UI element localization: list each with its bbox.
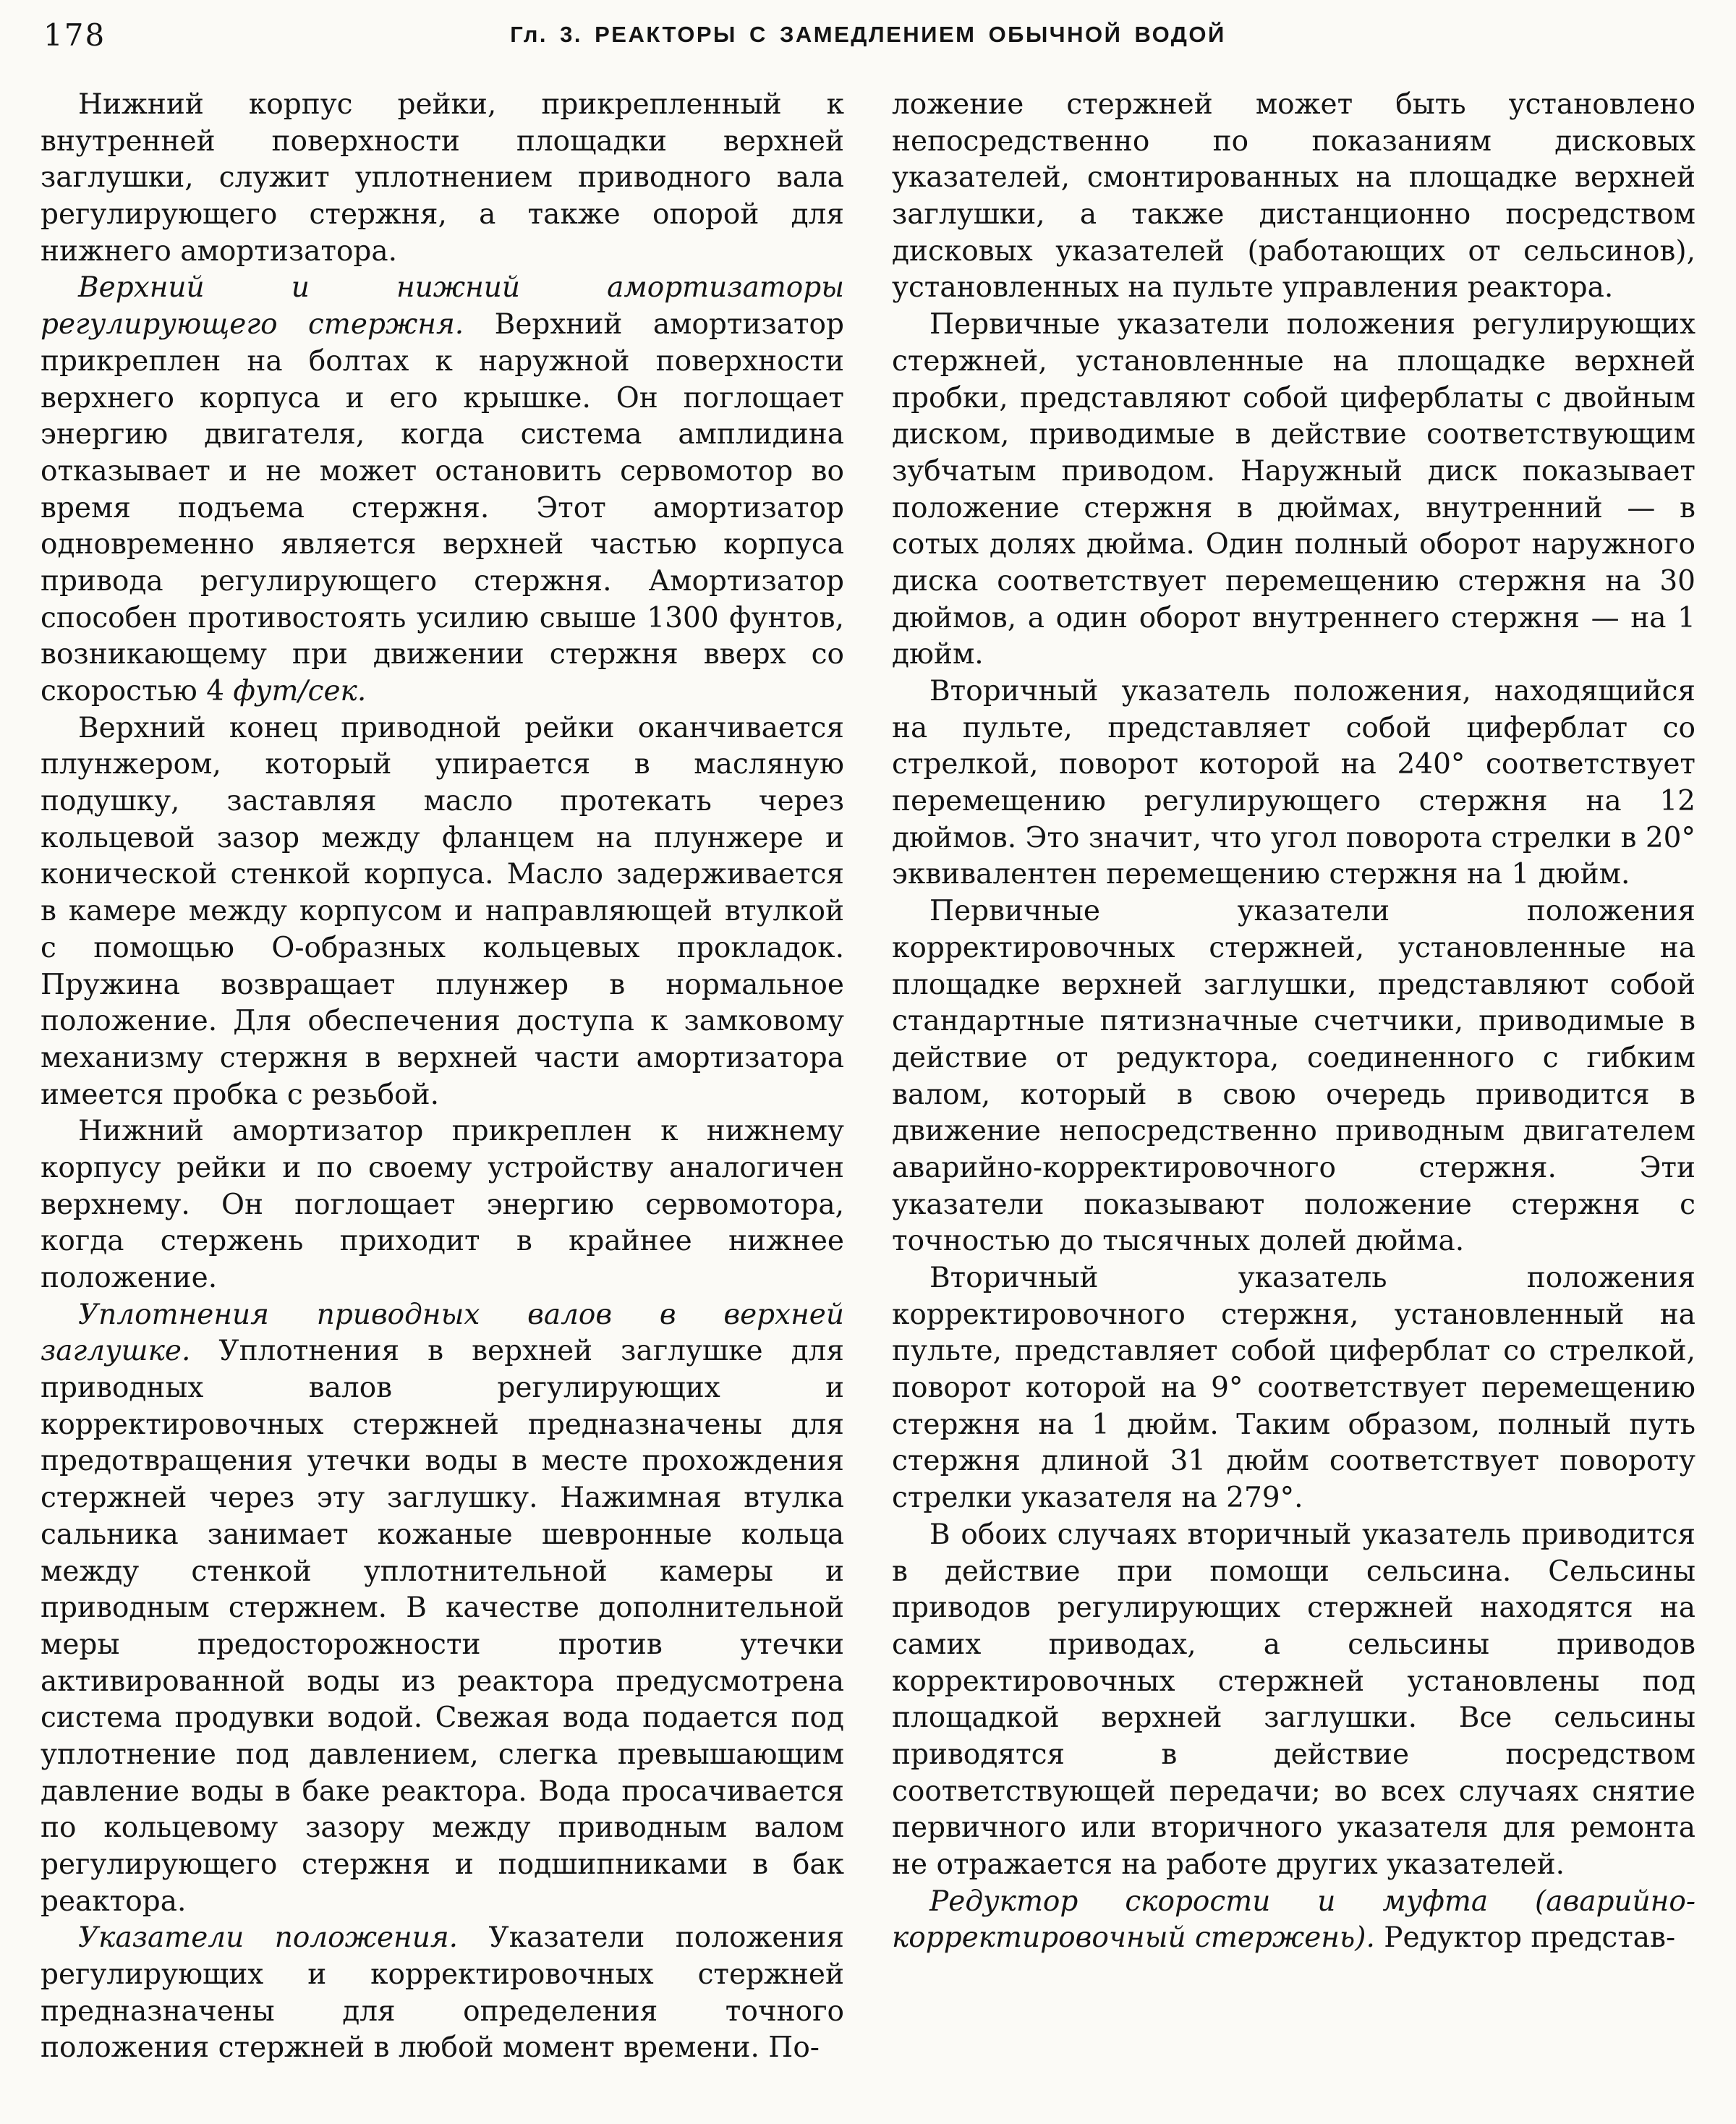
paragraph (41, 1297, 844, 1921)
paragraph-text: Уплотнения в верхней заглушке для приводных валов регулирующих и корректировочных стержней предназначены для предотвращения утечки воды в месте прохождения стержней через эту заглушку. Нажимная втулка сальника занимает кожаные шевронные кольца между стенкой уплотнительной камеры и приводным стержнем. В качестве дополнительной меры предосторожности против утечки активированной воды из реактора предусмотрена система продувки водой. Свежая вода подается под уплотнение под давлением, слегка превышающим давление воды в баке реактора. Вода просачивается по кольцевому зазору между приводным валом регулирующего стержня и подшипниками в бак реактора. (41, 1335, 844, 1918)
paragraph-text: Первичные указатели положения регулирующих стержней, установленные на площадке верхней пробки, представляют собой циферблаты с двойным диском, приводимые в действие соответствующим зубчатым приводом. Наружный диск показывает положение стержня в дюймах, внутренний — в сотых долях дюйма. Один полный оборот наружного диска соответствует перемещению стержня на 30 дюймов, а один оборот внутреннего стержня — на 1 дюйм. (892, 308, 1695, 671)
paragraph-lead-italic: фут/сек. (233, 675, 367, 708)
paragraph (892, 893, 1695, 1260)
paragraph-text: Первичные указатели положения корректировочных стержней, установленные на площадке верхней заглушки, представляют собой стандартные пятизначные счетчики, приводимые в действие от редуктора, соединенного с гибким валом, который в свою очередь приводится в движение непосредственно приводным двигателем аварийно-корректировочного стержня. Эти указатели показывают положение стержня с точностью до тысячных долей дюйма. (892, 895, 1695, 1258)
paragraph (41, 1920, 844, 2067)
paragraph (892, 87, 1695, 307)
text-columns (41, 87, 1695, 2067)
paragraph-text: Вторичный указатель положения корректировочного стержня, установленный на пульте, представляет собой циферблат со стрелкой, поворот которой на 9° соответствует перемещению стержня на 1 дюйм. Таким образом, полный путь стержня длиной 31 дюйм соответствует повороту стрелки указателя на 279°. (892, 1262, 1695, 1515)
paragraph (41, 270, 844, 710)
paragraph (41, 87, 844, 270)
paragraph-lead-italic: Указатели положения. (78, 1921, 459, 1955)
paragraph-text: В обоих случаях вторичный указатель приводится в действие при помощи сельсина. Сельсины приводов регулирующих стержней находятся на самих приводах, а сельсины приводов корректировочных стержней установлены под площадкой верхней заглушки. Все сельсины приводятся в действие посредством соответствующей передачи; во всех случаях снятие первичного или вторичного указателя для ремонта не отражается на работе других указателей. (892, 1518, 1695, 1881)
paragraph (892, 1517, 1695, 1884)
right-column (892, 87, 1695, 2067)
paragraph-text: Вторичный указатель положения, находящийся на пульте, представляет собой циферблат со стрелкой, поворот которой на 240° соответствует перемещению регулирующего стержня на 12 дюймов. Это значит, что угол поворота стрелки в 20° эквивалентен перемещению стержня на 1 дюйм. (892, 675, 1695, 891)
paragraph-text: Указатели положения регулирующих и корректировочных стержней предназначены для определения точного положения стержней в любой момент времени. По- (41, 1921, 844, 2065)
page-number: 178 (43, 17, 106, 53)
paragraph (892, 674, 1695, 893)
paragraph-text: Нижний амортизатор прикреплен к нижнему корпусу рейки и по своему устройству аналогичен верхнему. Он поглощает энергию сервомотора, когда стержень приходит в крайнее нижнее положение. (41, 1115, 844, 1294)
paragraph-text: ложение стержней может быть установлено непосредственно по показаниям дисковых указателей, смонтированных на площадке верхней заглушки, а также дистанционно посредством дисковых указателей (работающих от сельсинов), установленных на пульте управления реактора. (892, 88, 1695, 305)
paragraph (41, 1113, 844, 1296)
paragraph-text: Нижний корпус рейки, прикрепленный к внутренней поверхности площадки верхней заглушки, служит уплотнением приводного вала регулирующего стержня, а также опорой для нижнего амортизатора. (41, 88, 844, 268)
paragraph (892, 1260, 1695, 1517)
paragraph-lead-italic: Верхний и нижний амортизаторы регулирующего стержня. (41, 271, 844, 341)
paragraph (41, 710, 844, 1114)
paragraph (892, 1884, 1695, 1957)
paragraph-text: Верхний амортизатор прикреплен на болтах к наружной поверхности верхнего корпуса и его крышке. Он поглощает энергию двигателя, когда система амплидина отказывает и не может остановить сервомотор во время подъема стержня. Этот амортизатор одновременно является верхней частью корпуса привода регулирующего стержня. Амортизатор способен противостоять усилию свыше 1300 фунтов, возникающему при движении стержня вверх со скоростью 4 (41, 308, 844, 708)
paragraph (892, 307, 1695, 674)
running-head (41, 16, 1695, 62)
paragraph-text: Верхний конец приводной рейки оканчивается плунжером, который упирается в масляную подушку, заставляя масло протекать через кольцевой зазор между фланцем на плунжере и конической стенкой корпуса. Масло задерживается в камере между корпусом и направляющей втулкой с помощью О-образных кольцевых прокладок. Пружина возвращает плунжер в нормальное положение. Для обеспечения доступа к замковому механизму стержня в верхней части амортизатора имеется пробка с резьбой. (41, 711, 844, 1111)
running-title: Гл. 3. РЕАКТОРЫ С ЗАМЕДЛЕНИЕМ ОБЫЧНОЙ ВОДОЙ (510, 22, 1226, 47)
paragraph-lead-italic: Редуктор скорости и муфта (аварийно-корректировочный стержень). (892, 1885, 1695, 1955)
paragraph-text: Редуктор представ- (1374, 1921, 1676, 1955)
left-column (41, 87, 844, 2067)
paragraph-lead-italic: Уплотнения приводных валов в верхней заглушке. (41, 1298, 844, 1368)
